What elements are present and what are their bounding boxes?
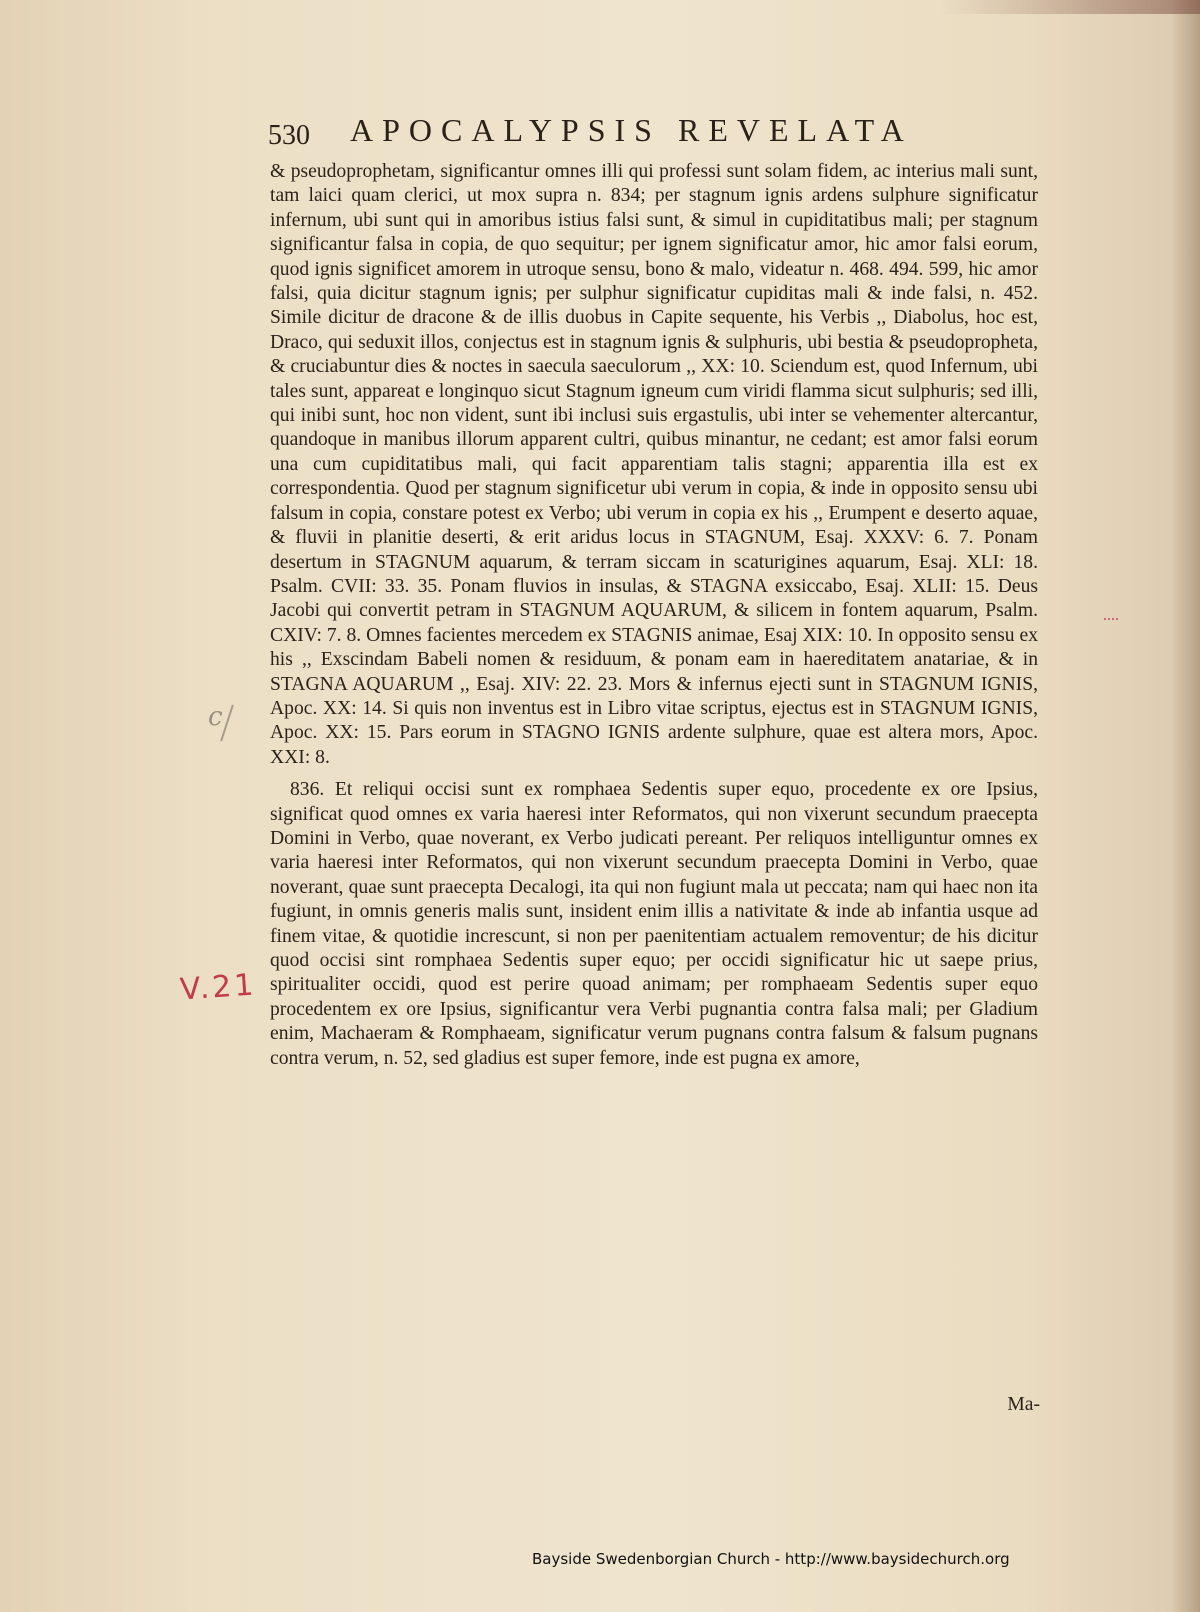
margin-ink-dots [1104,618,1118,627]
page-corner-stain [940,0,1200,14]
running-title: APOCALYPSIS REVELATA [350,112,913,148]
margin-note-verse: V.21 [178,967,258,1008]
paragraph-836: 836. Et reliqui occisi sunt ex romphaea Sedentis super equo, procedente ex ore Ipsius, significat quod omnes ex varia haeresi inter Reformatos, qui non vixerunt secundum praecepta Domini in Verbo, quae noverant, ex Verbo judicati pereant. Per reliquos intelliguntur omnes ex varia haeresi inter Reformatos, qui non vixerunt secundum praecepta Domini in Verbo, quae noverant, quae sunt praecepta Decalogi, ita qui non fugiunt mala ut peccata; nam qui haec non ita fugiunt, in omnis generis malis sunt, insident enim illis a nativitate & inde ab infantia usque ad finem vitae, & quotidie increscunt, si non per paenitentiam actualem removentur; de his dicitur quod occisi sint romphaea Sedentis super equo; per occidi significatur hic ut saepe prius, spiritualiter occidi, quod est perire quoad animam; per romphaeam Sedentis super equo procedentem ex ore Ipsius, significantur vera Verbi pugnantia contra falsa mali; per Gladium enim, Machaeram & Romphaeam, significatur verum pugnans contra falsum & falsum pugnans contra verum, n. 52, sed gladius est super femore, inde est pugna ex amore, [270,779,1038,1069]
page-edge-shadow [1170,0,1200,1612]
paragraph-835-continued: & pseudoprophetam, significantur omnes illi qui professi sunt solam fidem, ac interius mali sunt, tam laici quam clerici, ut mox supra n. 834; per stagnum ignis ardens sulphure significatur infernum, ubi sunt qui in amoribus istius falsi sunt, & simul in cupiditatibus mali; per stagnum significantur falsa in copia, de quo sequitur; per ignem significatur amor, hic amor falsi eorum, quod ignis significet amorem in utroque sensu, bono & malo, videatur n. 468. 494. 599, hic amor falsi, quia dicitur stagnum ignis; per sulphur significatur cupiditas mali & inde falsi, n. 452. Simile dicitur de dracone & de illis duobus in Capite sequente, his Verbis ,, Diabolus, hoc est, Draco, qui seduxit illos, conjectus est in stagnum ignis & sulphuris, ubi bestia & pseudopropheta, & cruciabuntur dies & noctes in saecula saeculorum ,, XX: 10. Sciendum est, quod Infernum, ubi tales sunt, appareat e longinquo sicut Stagnum igneum cum viridi flamma sicut sulphuris; sed illi, qui inibi sunt, hoc non vident, sunt ibi inclusi suis ergastulis, ubi inter se vehementer altercantur, quandoque in manibus illorum apparent cultri, quibus minantur, ne cedant; est amor falsi eorum una cum cupiditatibus mali, qui facit apparentiam talis stagni; apparentia illa est ex correspondentia. Quod per stagnum significetur ubi verum in copia, & inde in opposito sensu ubi falsum in copia, constare potest ex Verbo; ubi verum in copia ex his ,, Erumpent e deserto aquae, & fluvii in planitie deserti, & erit aridus locus in STAGNUM, Esaj. XXXV: 6. 7. Ponam desertum in STAGNUM aquarum, & terram siccam in scaturigines aquarum, Esaj. XLI: 18. Psalm. CVII: 33. 35. Ponam fluvios in insulas, & STAGNA exsiccabo, Esaj. XLII: 15. Deus Jacobi qui convertit petram in STAGNUM AQUARUM, & silicem in fontem aquarum, Psalm. CXIV: 7. 8. Omnes facientes mercedem ex STAGNIS animae, Esaj XIX: 10. In opposito sensu ex his ,, Exscindam Babeli nomen & residuum, & ponam eam in haereditatem anatariae, & in STAGNA AQUARUM ,, Esaj. XIV: 22. 23. Mors & infernus ejecti sunt in STAGNUM IGNIS, Apoc. XX: 14. Si quis non inventus est in Libro vitae scriptus, ejectus est in STAGNUM IGNIS, Apoc. XX: 15. Pars eorum in STAGNO IGNIS ardente sulphure, quae est altera mors, Apoc. XXI: 8. [270,161,1038,768]
footer-credit: Bayside Swedenborgian Church - http://www.baysidechurch.org [532,1550,1010,1568]
body-text [270,160,1038,1071]
page-number: 530 [268,120,310,151]
catchword: Ma- [1007,1394,1040,1415]
page-header [268,112,1038,156]
margin-note-letter: c [208,702,223,732]
